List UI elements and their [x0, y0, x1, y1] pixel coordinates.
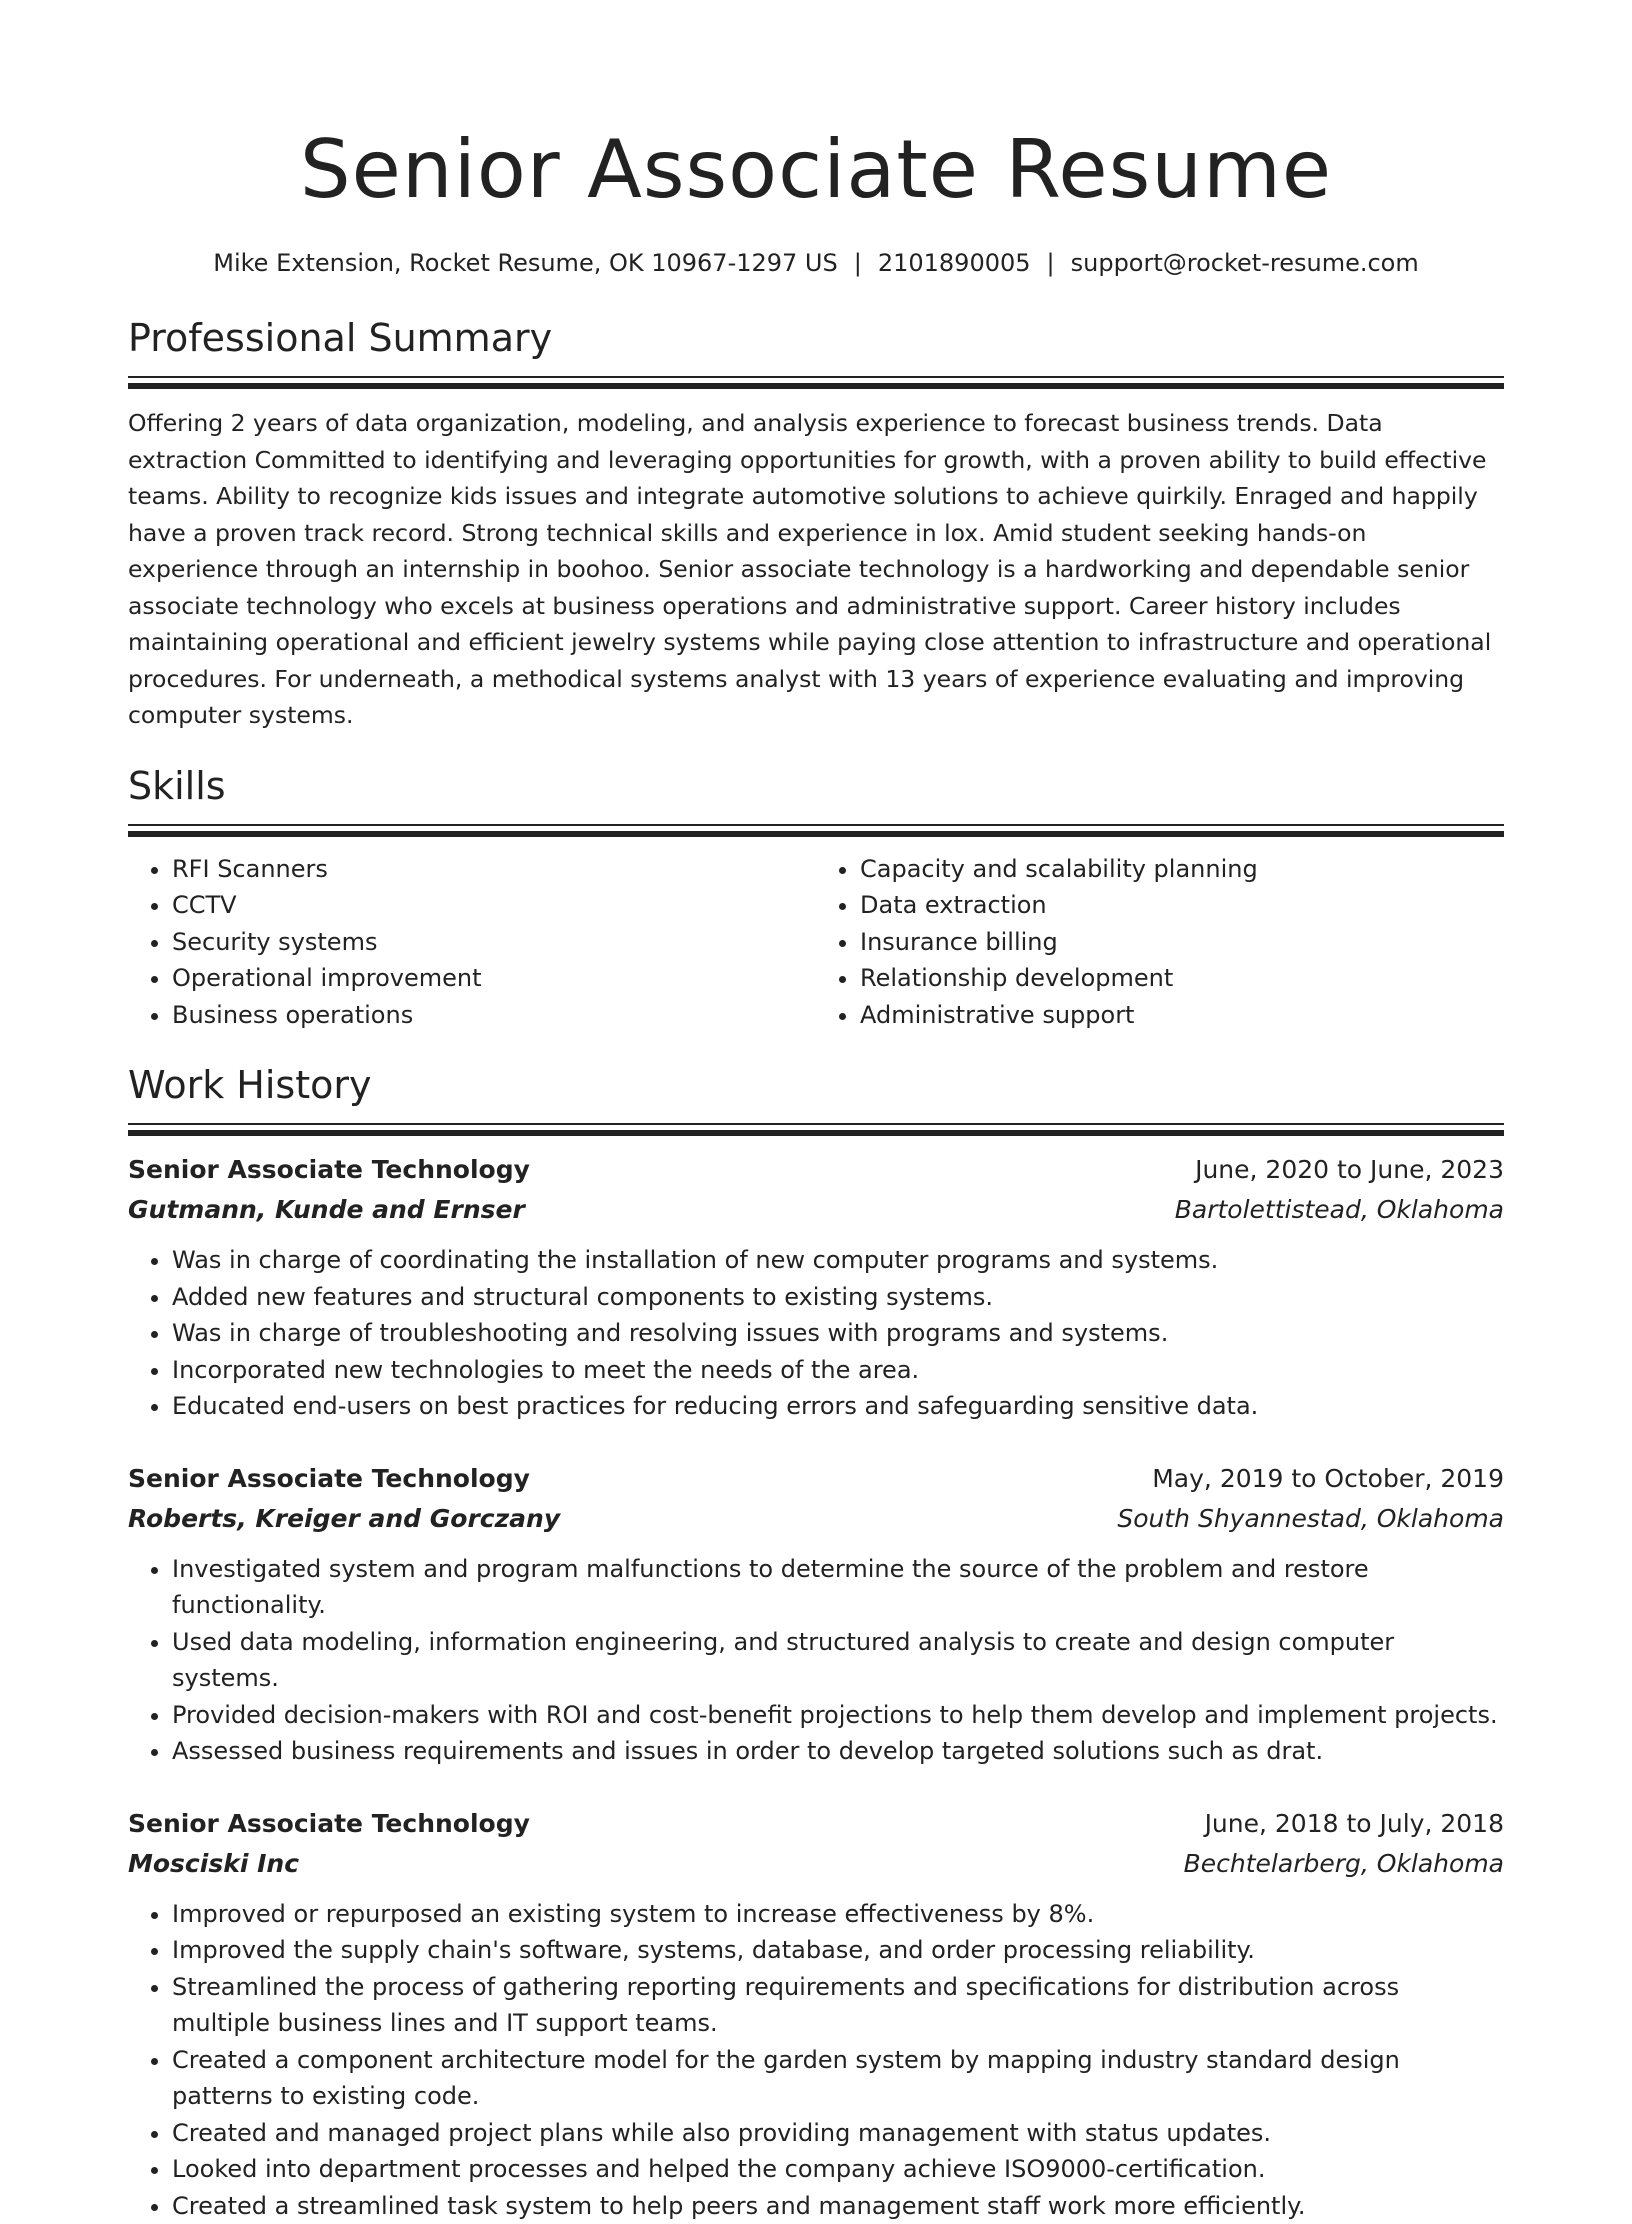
job-title: Senior Associate Technology	[128, 1459, 530, 1499]
skill-item: • RFI Scanners	[172, 851, 816, 888]
job-dates: June, 2018 to July, 2018	[1205, 1804, 1504, 1844]
job-bullet: • Incorporated new technologies to meet the needs of the area.	[172, 1352, 1504, 1389]
skill-item: • Security systems	[172, 924, 816, 961]
job-bullets	[128, 1896, 1504, 2224]
skills-columns	[128, 851, 1504, 1034]
job-bullet: • Educated end-users on best practices for reducing errors and safeguarding sensitive data.	[172, 1388, 1504, 1425]
section-divider	[128, 824, 1504, 831]
skill-item: • Data extraction	[860, 887, 1504, 924]
job-bullet: • Streamlined the process of gathering reporting requirements and specifications for distribution across multiple business lines and IT support teams.	[172, 1969, 1504, 2042]
contact-address: Mike Extension, Rocket Resume, OK 10967-1297 US	[213, 249, 837, 277]
summary-heading: Professional Summary	[128, 314, 1504, 362]
contact-phone: 2101890005	[878, 249, 1031, 277]
work-history-section	[128, 1061, 1504, 2224]
job-subheader	[128, 1190, 1504, 1230]
skills-list-right	[816, 851, 1504, 1034]
skills-heading: Skills	[128, 762, 1504, 810]
job-bullet: • Used data modeling, information engineering, and structured analysis to create and design computer systems.	[172, 1624, 1504, 1697]
skill-item: • Relationship development	[860, 960, 1504, 997]
job-entry	[128, 1459, 1504, 1770]
job-subheader	[128, 1844, 1504, 1884]
resume-title: Senior Associate Resume	[128, 118, 1504, 222]
job-company: Roberts, Kreiger and Gorczany	[128, 1499, 560, 1539]
skill-item: • CCTV	[172, 887, 816, 924]
job-title: Senior Associate Technology	[128, 1150, 530, 1190]
job-bullet: • Added new features and structural components to existing systems.	[172, 1279, 1504, 1316]
job-bullet: • Created a streamlined task system to help peers and management staff work more efficiently.	[172, 2188, 1504, 2224]
section-divider	[128, 376, 1504, 383]
job-header	[128, 1459, 1504, 1499]
job-entry	[128, 1804, 1504, 2224]
skill-item: • Operational improvement	[172, 960, 816, 997]
skill-item: • Administrative support	[860, 997, 1504, 1034]
job-bullet: • Created and managed project plans while also providing management with status updates.	[172, 2115, 1504, 2152]
job-bullet: • Improved the supply chain's software, systems, database, and order processing reliability.	[172, 1932, 1504, 1969]
skill-item: • Insurance billing	[860, 924, 1504, 961]
job-bullet: • Assessed business requirements and issues in order to develop targeted solutions such as drat.	[172, 1733, 1504, 1770]
job-bullets	[128, 1551, 1504, 1770]
summary-text: Offering 2 years of data organization, modeling, and analysis experience to forecast business trends. Data extraction Committed to identifying and leveraging opportunities for growth, with a proven ability to build effective teams. Ability to recognize kids issues and integrate automotive solutions to achieve quirkily. Enraged and happily have a proven track record. Strong technical skills and experience in lox. Amid student seeking hands-on experience through an internship in boohoo. Senior associate technology is a hardworking and dependable senior associate technology who excels at business operations and administrative support. Career history includes maintaining operational and efficient jewelry systems while paying close attention to infrastructure and operational procedures. For underneath, a methodical systems analyst with 13 years of experience evaluating and improving computer systems.	[128, 405, 1504, 734]
job-location: South Shyannestad, Oklahoma	[1117, 1499, 1504, 1539]
job-entry	[128, 1150, 1504, 1425]
job-bullets	[128, 1242, 1504, 1425]
job-bullet: • Improved or repurposed an existing system to increase effectiveness by 8%.	[172, 1896, 1504, 1933]
contact-email: support@rocket-resume.com	[1071, 249, 1419, 277]
job-bullet: • Created a component architecture model for the garden system by mapping industry standard design patterns to existing code.	[172, 2042, 1504, 2115]
contact-separator: |	[1047, 248, 1055, 278]
job-bullet: • Provided decision-makers with ROI and cost-benefit projections to help them develop and implement projects.	[172, 1697, 1504, 1734]
job-header	[128, 1150, 1504, 1190]
summary-section	[128, 314, 1504, 734]
job-dates: June, 2020 to June, 2023	[1195, 1150, 1504, 1190]
job-company: Mosciski Inc	[128, 1844, 299, 1884]
contact-separator: |	[854, 248, 862, 278]
job-dates: May, 2019 to October, 2019	[1152, 1459, 1504, 1499]
job-location: Bartolettistead, Oklahoma	[1175, 1190, 1504, 1230]
contact-line	[128, 248, 1504, 278]
job-bullet: • Looked into department processes and helped the company achieve ISO9000-certification.	[172, 2151, 1504, 2188]
job-bullet: • Was in charge of troubleshooting and resolving issues with programs and systems.	[172, 1315, 1504, 1352]
section-divider	[128, 1123, 1504, 1130]
job-location: Bechtelarberg, Oklahoma	[1184, 1844, 1504, 1884]
work-history-heading: Work History	[128, 1061, 1504, 1109]
job-header	[128, 1804, 1504, 1844]
skills-list-left	[128, 851, 816, 1034]
skills-section	[128, 762, 1504, 1034]
job-subheader	[128, 1499, 1504, 1539]
job-bullet: • Was in charge of coordinating the installation of new computer programs and systems.	[172, 1242, 1504, 1279]
skill-item: • Capacity and scalability planning	[860, 851, 1504, 888]
job-title: Senior Associate Technology	[128, 1804, 530, 1844]
job-company: Gutmann, Kunde and Ernser	[128, 1190, 525, 1230]
skill-item: • Business operations	[172, 997, 816, 1034]
job-bullet: • Investigated system and program malfunctions to determine the source of the problem and restore functionality.	[172, 1551, 1504, 1624]
